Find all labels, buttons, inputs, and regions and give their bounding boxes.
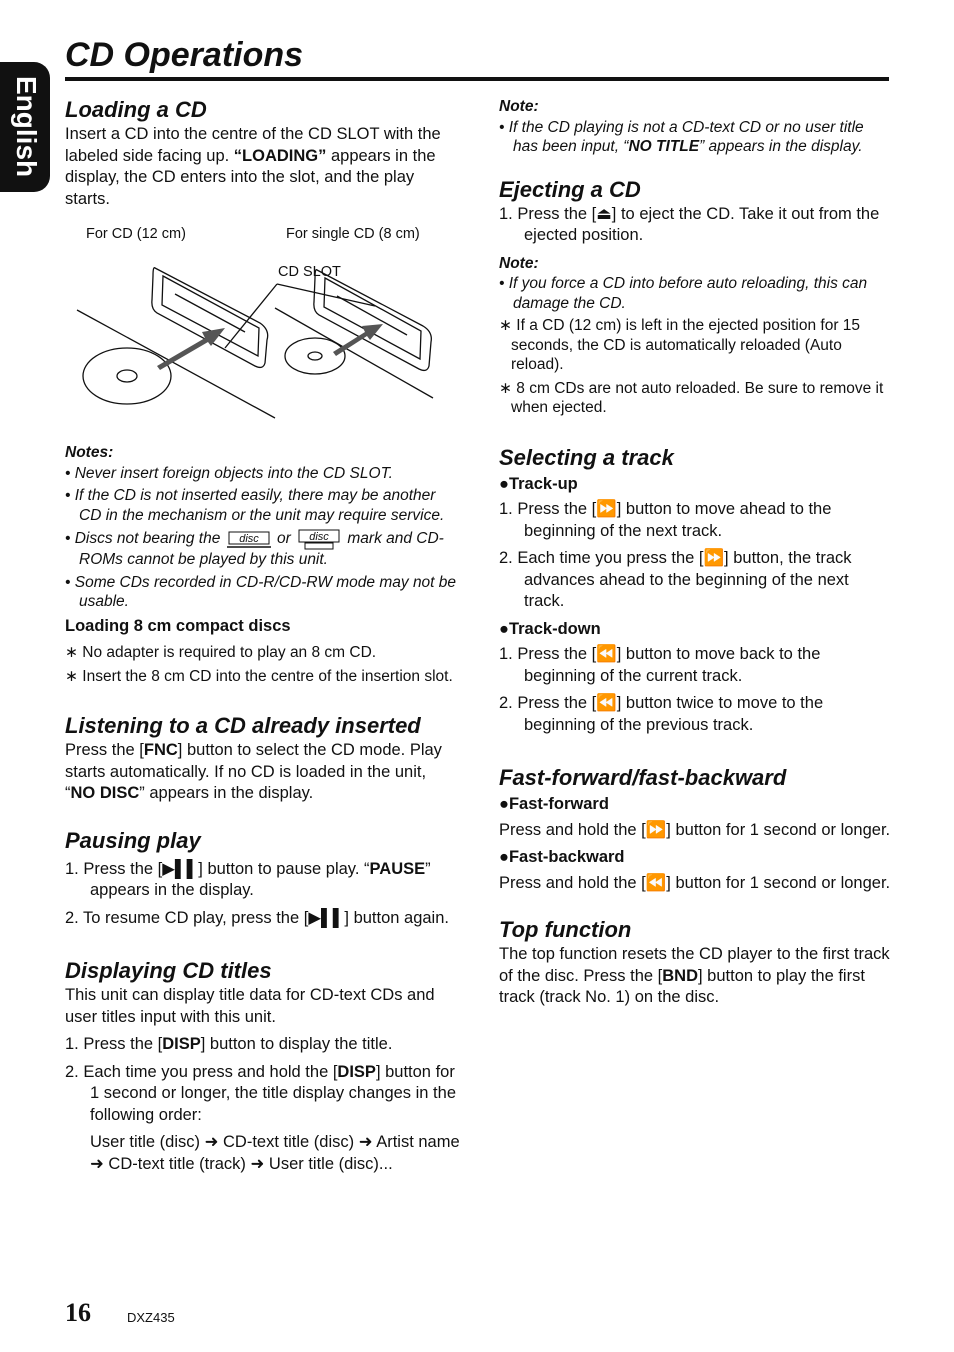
note-3-a: • Discs not bearing the	[65, 530, 225, 548]
disp-button-label-2: DISP	[337, 1062, 376, 1081]
svg-text:disc: disc	[309, 531, 329, 543]
disp-button-label: DISP	[162, 1035, 201, 1053]
track-up-step-2: 2. Each time you press the [⏩] button, the track advances ahead to the beginning of the next track.	[499, 549, 852, 610]
top-function-text-2: ] button to play the first track (track No. 1) on the disc.	[499, 966, 865, 1006]
track-down-heading: ●Track-down	[499, 619, 601, 638]
fnc-button-label: FNC	[143, 741, 178, 759]
cd-insertion-figure	[65, 226, 460, 438]
notes-heading: Notes:	[65, 444, 114, 461]
loading-status: “LOADING”	[233, 146, 327, 165]
language-tab-label: English	[11, 76, 42, 178]
pausing-step-1	[65, 859, 460, 902]
displaying-step-2-a: 2. Each time you press and hold the [	[65, 1062, 338, 1081]
displaying-step-1	[65, 1034, 460, 1056]
left-column	[65, 96, 460, 1175]
loading-text	[65, 124, 460, 210]
note-3-b: mark and CD-ROMs cannot be played by this unit.	[79, 530, 444, 568]
ejecting-ast-1: ∗ If a CD (12 cm) is left in the ejected position for 15 seconds, the CD is automatically reloaded (Auto reload).	[499, 317, 861, 373]
fast-backward-heading: ●Fast-backward	[499, 848, 625, 866]
page-number: 16	[65, 1298, 91, 1327]
track-down-step-2: 2. Press the [⏪] button twice to move to the beginning of the previous track.	[499, 694, 824, 734]
loading-8cm-heading: Loading 8 cm compact discs	[65, 616, 291, 635]
compact-disc-text-logo-icon	[295, 528, 343, 550]
figure-label-8cm: For single CD (8 cm)	[286, 226, 420, 242]
listening-text-2: ] button to select the CD mode. Play starts automatically. If no CD is loaded in the unit, “	[65, 741, 442, 802]
track-up-heading: ●Track-up	[499, 474, 578, 493]
displaying-intro: This unit can display title data for CD-text CDs and user titles input with this unit.	[65, 986, 435, 1026]
loading-8cm-item-2: ∗ Insert the 8 cm CD into the centre of the insertion slot.	[65, 667, 453, 685]
no-disc-label: NO DISC	[70, 784, 140, 802]
ejecting-step-1: 1. Press the [⏏] to eject the CD. Take it out from the ejected position.	[499, 204, 880, 244]
ejecting-ast-2: ∗ 8 cm CDs are not auto reloaded. Be sure to remove it when ejected.	[499, 379, 884, 416]
displaying-order: User title (disc) ➜ CD-text title (disc) ➜ Artist name ➜ CD-text title (track) ➜ User title (disc)...	[90, 1133, 460, 1173]
svg-text:disc: disc	[238, 533, 259, 545]
fast-forward-heading: ●Fast-forward	[499, 795, 609, 813]
track-up-step-1: 1. Press the [⏩] button to move ahead to the beginning of the next track.	[499, 500, 832, 540]
listening-text-1: Press the [	[65, 741, 144, 759]
loading-heading: Loading a CD	[65, 97, 207, 122]
cd-illustration	[65, 248, 460, 438]
listening-text	[65, 740, 460, 805]
model-number: DXZ435	[127, 1310, 175, 1325]
displaying-step-1-a: 1. Press the [	[65, 1035, 163, 1053]
no-title-label: NO TITLE	[628, 138, 700, 155]
note-title-text-a: • If the CD playing is not a CD-text CD or no user title has been input, “	[499, 118, 864, 155]
compact-disc-logo-icon	[225, 528, 273, 550]
top-function-heading: Top function	[499, 917, 632, 942]
title-rule	[65, 77, 889, 81]
loading-8cm-item-1: ∗ No adapter is required to play an 8 cm CD.	[65, 644, 377, 661]
ejecting-note-heading: Note:	[499, 254, 539, 272]
fast-forward-text: Press and hold the [⏩] button for 1 second or longer.	[499, 820, 891, 839]
note-title-heading: Note:	[499, 98, 539, 115]
page-title: CD Operations	[65, 36, 304, 74]
note-1: • Never insert foreign objects into the CD SLOT.	[65, 464, 393, 482]
track-down-step-1: 1. Press the [⏪] button to move back to the beginning of the current track.	[499, 645, 821, 685]
note-title-text-c: ” appears in the display.	[699, 138, 863, 155]
figure-label-12cm: For CD (12 cm)	[86, 226, 186, 242]
displaying-step-1-b: ] button to display the title.	[200, 1035, 393, 1053]
ff-heading: Fast-forward/fast-backward	[499, 765, 787, 790]
pausing-step-1-a: 1. Press the [▶▌▌] button to pause play. “	[65, 859, 370, 878]
selecting-heading: Selecting a track	[499, 444, 674, 470]
note-title-text	[499, 118, 891, 157]
displaying-heading: Displaying CD titles	[65, 958, 272, 983]
pausing-step-1-b: ” appears in the display.	[90, 859, 431, 899]
language-tab	[0, 62, 50, 192]
top-function-text	[499, 944, 891, 1009]
top-function-text-1: The top function resets the CD player to the first track of the disc. Press the [	[499, 945, 890, 985]
listening-text-3: ” appears in the display.	[139, 784, 314, 802]
right-column	[499, 96, 891, 1009]
figure-label-slot: CD SLOT	[278, 264, 341, 280]
loading-text-a: Insert a CD into the centre of the CD SLOT with the labeled side facing up.	[65, 125, 441, 165]
ejecting-heading: Ejecting a CD	[499, 176, 641, 202]
bnd-button-label: BND	[662, 966, 698, 985]
pause-label: PAUSE	[369, 859, 426, 878]
ejecting-note-1: • If you force a CD into before auto reloading, this can damage the CD.	[499, 275, 868, 312]
displaying-step-2-b: ] button for 1 second or longer, the title display changes in the following order:	[90, 1062, 456, 1124]
loading-text-c: appears in the display, the CD enters into the slot, and the play starts.	[65, 146, 436, 208]
listening-heading: Listening to a CD already inserted	[65, 713, 421, 738]
pausing-step-2: 2. To resume CD play, press the [▶▌▌] button again.	[65, 908, 449, 927]
note-4: • Some CDs recorded in CD-R/CD-RW mode may not be usable.	[65, 573, 457, 610]
note-3	[65, 528, 460, 570]
fast-backward-text: Press and hold the [⏪] button for 1 second or longer.	[499, 873, 891, 892]
page-footer	[65, 1298, 175, 1328]
note-2: • If the CD is not inserted easily, there may be another CD in the mechanism or the unit may require service.	[65, 487, 445, 524]
pausing-heading: Pausing play	[65, 827, 201, 853]
note-3-or: or	[272, 530, 296, 548]
displaying-step-2	[65, 1062, 460, 1127]
